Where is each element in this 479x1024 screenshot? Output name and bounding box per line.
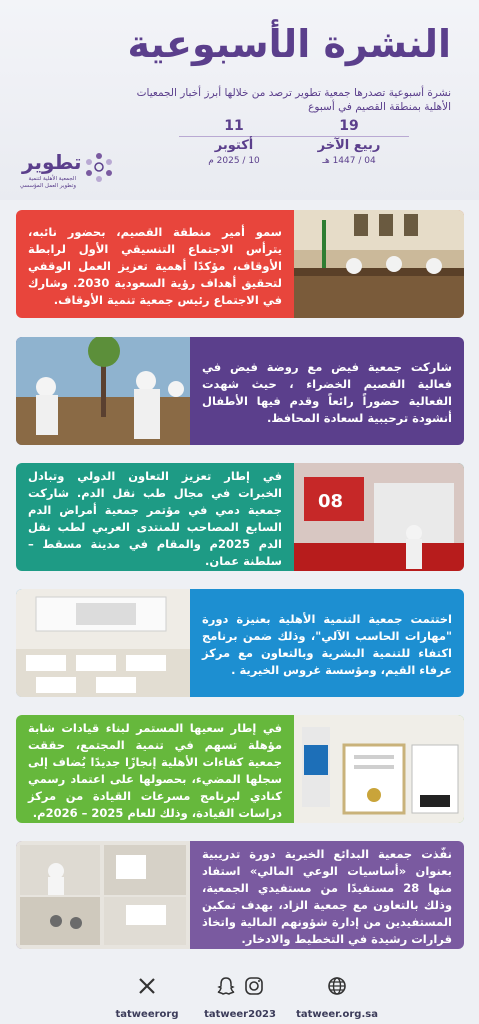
hijri-day: 19 bbox=[339, 118, 359, 134]
x-handle: tatweerorg bbox=[115, 1009, 179, 1020]
news-text-5: في إطار سعيها المستمر لبناء قيادات شابة مؤهلة تسهم في تنمية المجتمع، حققت جمعية كفاءات الأهلية إنجازًا جديدًا يُضاف إلى سجلها المضيء، بحصولها على اعتماد رسمي كنادي لبرنامج مسرعات القيادة من مركز دراسات القيادة، وذلك للعام 2025 – 2026م. bbox=[28, 721, 282, 820]
header bbox=[0, 0, 479, 200]
footer bbox=[0, 960, 479, 1024]
classroom-photo bbox=[16, 589, 190, 697]
svg-text:08: 08 bbox=[318, 491, 344, 512]
meeting-photo bbox=[294, 210, 464, 318]
logo-name: تطوير bbox=[22, 150, 82, 174]
gregorian-date bbox=[179, 118, 289, 170]
news-card-1 bbox=[16, 210, 464, 318]
website-handle: tatweer.org.sa bbox=[296, 1009, 378, 1020]
snapchat-handle: tatweer2023 bbox=[204, 1009, 276, 1020]
social-icons bbox=[212, 976, 268, 996]
snapchat-instagram-link[interactable] bbox=[185, 976, 295, 1021]
news-text-1: سمو أمير منطقة القصيم، بحضور نائبه، يترأس الاجتماع التنسيقي الأول لرابطة الأوقاف، مؤكدًا أهمية تعزيز العمل الوقفي لتحقيق أهداف رؤية السعودية 2030. وشارك في الاجتماع رئيس جمعية تنمية الأوقاف. bbox=[28, 224, 282, 307]
website-link[interactable] bbox=[282, 976, 392, 1021]
news-text-2: شاركت جمعية فيض مع روضة فيض في فعالية القصيم الخضراء ، حيث شهدت الفعالية حضوراً رائعاً وقدم فيها الأطفال أنشودة ترحيبية لسعادة المحافظ. bbox=[202, 360, 452, 425]
conference-photo bbox=[294, 463, 464, 571]
tree-planting-photo bbox=[16, 337, 190, 445]
news-text-3: في إطار تعزيز التعاون الدولي وتبادل الخبرات في مجال طب نقل الدم. شاركت جمعية دمي في مؤتمر جمعية أمراض الدم السابع المصاحب للمنتدى العربي لطب نقل الدم 2025م والمقام في مدينة مسقط – سلطنة عمان. bbox=[28, 469, 282, 568]
news-card-5 bbox=[16, 715, 464, 823]
news-card-3 bbox=[16, 463, 464, 571]
news-text-6: نفّذت جمعية البدائع الخيرية دورة تدريبية بعنوان «أساسيات الوعي المالي» استفاد منها 28 مستفيدًا من مستفيدي الجمعية، وذلك بالتعاون مع جمعية الزاد، بهدف تمكين المستفيدين من إدارة شؤونهم المالية واتخاذ قرارات رشيدة في التخطيط والادخار. bbox=[202, 847, 452, 946]
instagram-icon bbox=[244, 976, 264, 996]
certificate-photo bbox=[294, 715, 464, 823]
hijri-year: 04 / 1447 هـ bbox=[322, 156, 376, 166]
gregorian-year: 10 / 2025 م bbox=[208, 156, 260, 166]
hijri-month: ربيع الآخر bbox=[289, 136, 409, 153]
tatweer-logo-icon bbox=[82, 150, 116, 184]
news-card-4 bbox=[16, 589, 464, 697]
page-subtitle: نشرة أسبوعية تصدرها جمعية تطوير ترصد من خلالها أبرز أخبار الجمعيات الأهلية بمنطقة القصيم في أسبوع bbox=[136, 87, 451, 113]
snapchat-icon bbox=[216, 976, 236, 996]
page-title: النشرة الأسبوعية bbox=[127, 22, 451, 66]
globe-icon bbox=[327, 976, 347, 996]
gregorian-day: 11 bbox=[224, 118, 244, 134]
x-icon bbox=[137, 976, 157, 996]
news-card-2 bbox=[16, 337, 464, 445]
hijri-date bbox=[289, 118, 409, 170]
logo-subtitle: الجمعية الأهلية لتنمية وتطوير العمل المؤسسي bbox=[19, 176, 76, 189]
news-text-4: اختتمت جمعية التنمية الأهلية بعنيزة دورة "مهارات الحاسب الآلي"، وذلك ضمن برنامج اكتفاء للتنمية البشرية وبالتعاون مع مركز عرفاء القيم، ومؤسسة غروس الخيرية . bbox=[202, 612, 452, 677]
news-card-6 bbox=[16, 841, 464, 949]
training-photo bbox=[16, 841, 190, 949]
gregorian-month: أكتوبر bbox=[179, 136, 289, 153]
